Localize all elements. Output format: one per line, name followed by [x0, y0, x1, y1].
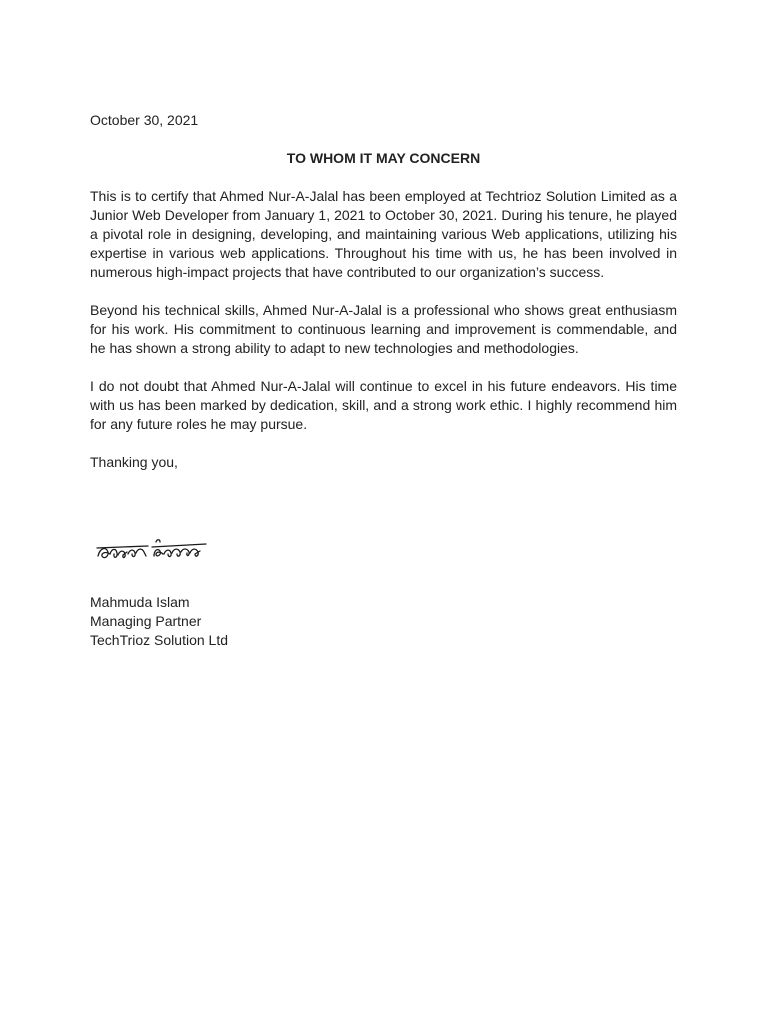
- letter-date: October 30, 2021: [90, 112, 199, 128]
- paragraph-3: I do not doubt that Ahmed Nur-A-Jalal will continue to excel in his future endeavors. His time with us has been marked by dedication, skill, and a strong work ethic. I highly recommend him for any future roles he may pursue.: [90, 378, 677, 432]
- handwritten-signature-icon: [94, 534, 222, 570]
- signer-title: Managing Partner: [90, 613, 202, 629]
- signer-block: [90, 593, 677, 650]
- letter-subject: TO WHOM IT MAY CONCERN: [286, 150, 481, 166]
- paragraph-2: Beyond his technical skills, Ahmed Nur-A-Jalal is a professional who shows great enthusiasm for his work. His commitment to continuous learning and improvement is commendable, and he has shown a strong ability to adapt to new technologies and methodologies.: [90, 302, 677, 356]
- signer-company: TechTrioz Solution Ltd: [90, 632, 228, 648]
- closing-line: Thanking you,: [90, 454, 178, 470]
- paragraph-1: This is to certify that Ahmed Nur-A-Jalal has been employed at Techtrioz Solution Limited as a Junior Web Developer from January 1, 2021 to October 30, 2021. During his tenure, he played a pivotal role in designing, developing, and maintaining various Web applications, utilizing his expertise in various web applications. Throughout his time with us, he has been involved in numerous high-impact projects that have contributed to our organization’s success.: [90, 188, 677, 280]
- letter-body: [90, 111, 677, 650]
- signer-name: Mahmuda Islam: [90, 594, 190, 610]
